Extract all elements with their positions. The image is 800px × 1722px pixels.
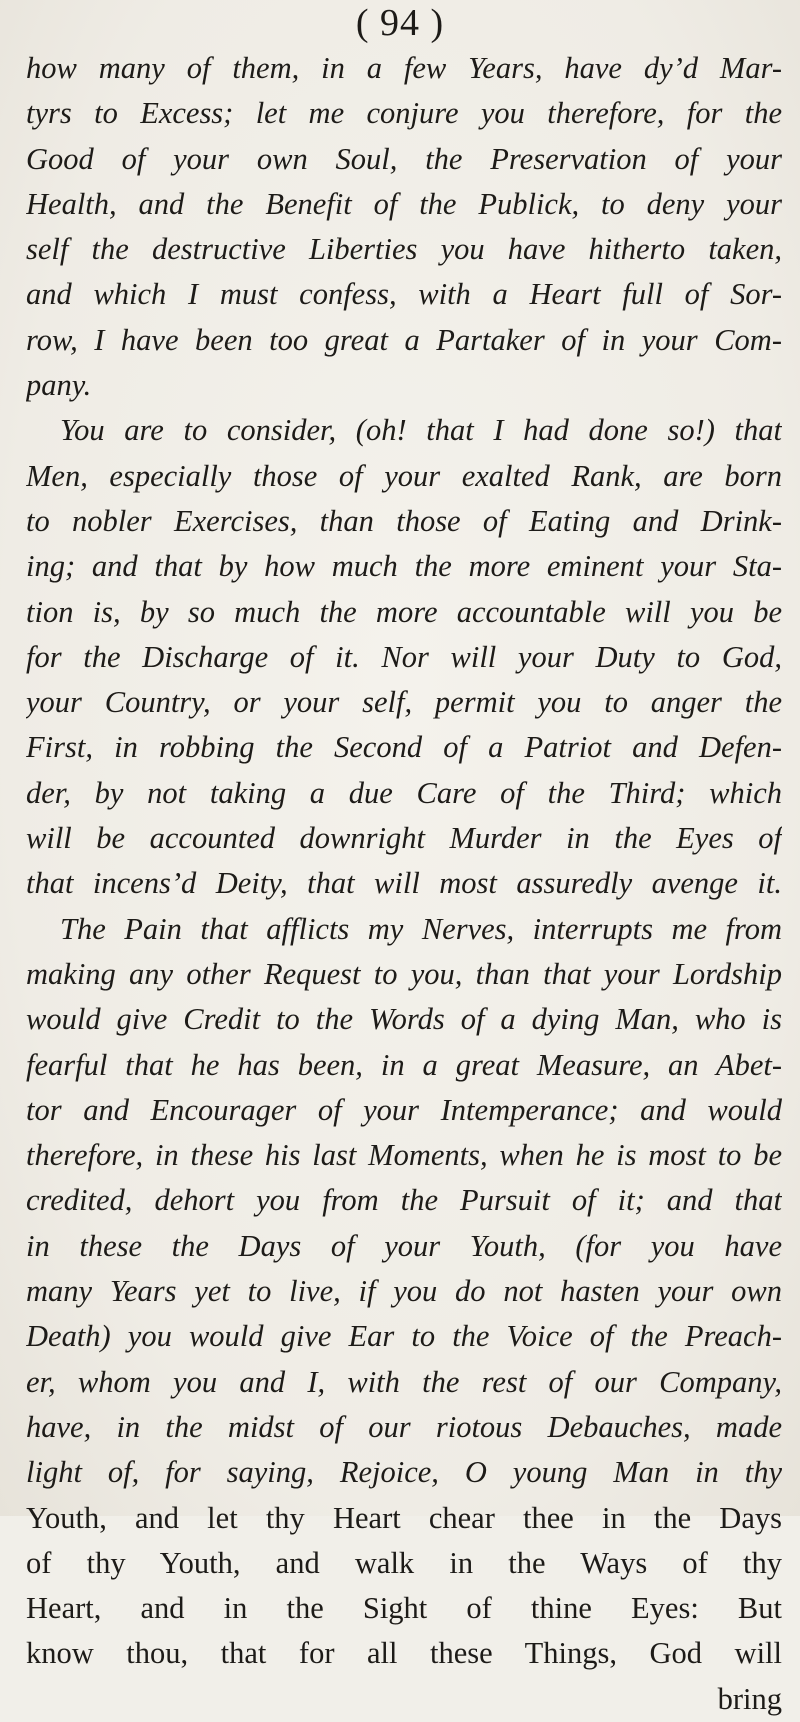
text-line: of thy Youth, and walk in the Ways of thy xyxy=(26,1545,782,1580)
text-line: light of, for saying, Rejoice, O young Man in thy xyxy=(26,1455,782,1490)
text-line: fearful that he has been, in a great Measure, an Abet- xyxy=(26,1047,782,1082)
text-line: er, whom you and I, with the rest of our Company, xyxy=(26,1364,782,1399)
text-line: tor and Encourager of your Intemperance; and would xyxy=(26,1092,782,1127)
text-line: to nobler Exercises, than those of Eating and Drink- xyxy=(26,503,782,538)
text-line: would give Credit to the Words of a dying Man, who is xyxy=(26,1002,782,1037)
text-line: der, by not taking a due Care of the Third; which xyxy=(26,775,782,810)
text-line: tion is, by so much the more accountable will you be xyxy=(26,594,782,629)
text-line: will be accounted downright Murder in the Eyes of xyxy=(26,821,782,856)
text-line: in these the Days of your Youth, (for you have xyxy=(26,1228,782,1263)
paragraph-start-line: The Pain that afflicts my Nerves, interrupts me from xyxy=(60,911,782,946)
catchword: bring xyxy=(717,1681,782,1716)
text-line: how many of them, in a few Years, have dy’d Mar- xyxy=(26,51,782,85)
text-line: row, I have been too great a Partaker of in your Com- xyxy=(26,322,782,357)
text-line: credited, dehort you from the Pursuit of it; and that xyxy=(26,1183,782,1218)
text-line: that incens’d Deity, that will most assuredly avenge it. xyxy=(26,866,782,901)
text-line: ing; and that by how much the more eminent your Sta- xyxy=(26,549,782,584)
text-line: self the destructive Liberties you have hitherto taken, xyxy=(26,232,782,267)
text-line: your Country, or your self, permit you to anger the xyxy=(26,685,782,720)
text-line: Good of your own Soul, the Preservation of your xyxy=(26,141,782,176)
text-line: therefore, in these his last Moments, when he is most to be xyxy=(26,1138,782,1173)
text-line: Men, especially those of your exalted Rank, are born xyxy=(26,458,782,493)
paragraph-start-line: You are to consider, (oh! that I had done so!) that xyxy=(60,413,782,448)
body-text xyxy=(26,46,782,1722)
text-line: tyrs to Excess; let me conjure you therefore, for the xyxy=(26,96,782,131)
page-number: ( 94 ) xyxy=(355,2,445,44)
text-line: have, in the midst of our riotous Debauches, made xyxy=(26,1409,782,1444)
text-line: Youth, and let thy Heart chear thee in the Days xyxy=(26,1500,782,1535)
text-line: and which I must confess, with a Heart full of Sor- xyxy=(26,277,782,312)
text-line: making any other Request to you, than that your Lordship xyxy=(26,956,782,991)
text-line: pany. xyxy=(26,368,92,403)
text-line: many Years yet to live, if you do not hasten your own xyxy=(26,1274,782,1309)
text-line: know thou, that for all these Things, God will xyxy=(26,1636,782,1671)
text-line: Death) you would give Ear to the Voice of the Preach- xyxy=(26,1319,782,1354)
text-line: First, in robbing the Second of a Patriot and Defen- xyxy=(26,730,782,765)
text-line: for the Discharge of it. Nor will your Duty to God, xyxy=(26,639,782,674)
text-line: Heart, and in the Sight of thine Eyes: But xyxy=(26,1591,782,1626)
text-line: Health, and the Benefit of the Publick, to deny your xyxy=(26,186,782,221)
